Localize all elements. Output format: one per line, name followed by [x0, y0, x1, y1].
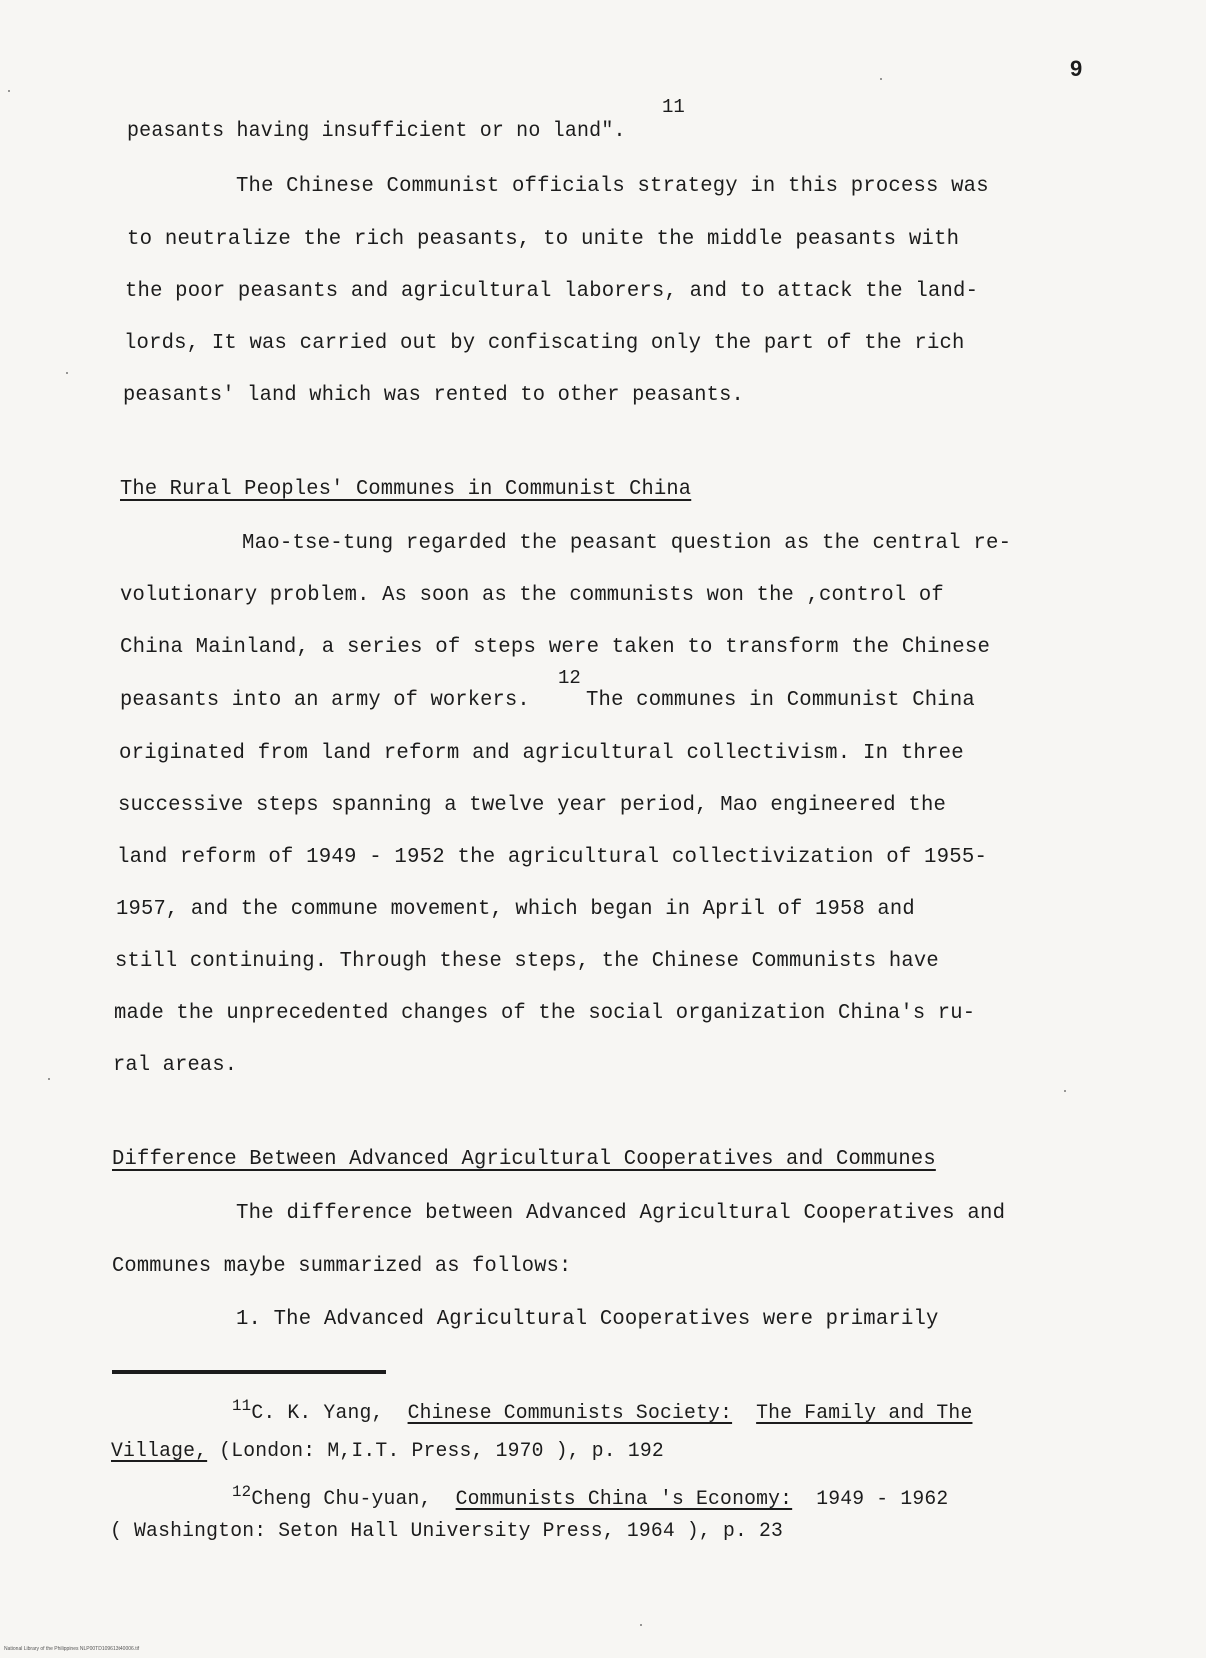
section-heading: Difference Between Advanced Agricultural Cooperatives and Communes	[112, 1148, 936, 1171]
footnote-publisher: (London: M,I.T. Press, 1970 ), p. 192	[207, 1440, 664, 1463]
footnote-author: C. K. Yang,	[251, 1402, 384, 1425]
text-line: the poor peasants and agricultural laborers, and to attack the land-	[125, 280, 979, 303]
text-line: made the unprecedented changes of the social organization China's ru-	[114, 1002, 976, 1025]
text-line: lords, It was carried out by confiscating only the part of the rich	[124, 332, 965, 355]
text-line: peasants' land which was rented to other peasants.	[123, 384, 744, 407]
text-line: peasants into an army of workers.	[120, 689, 530, 712]
text-line: Communes maybe summarized as follows:	[112, 1255, 572, 1278]
footnote-separator	[112, 1370, 386, 1374]
text-line: originated from land reform and agricultural collectivism. In three	[119, 742, 964, 765]
footnote-author: Cheng Chu-yuan,	[251, 1488, 432, 1511]
footnote-number: 12	[232, 1483, 252, 1501]
text-line: to neutralize the rich peasants, to unite the middle peasants with	[127, 228, 960, 251]
footnote-title-continued: Village,	[111, 1440, 208, 1463]
scan-speck	[880, 78, 882, 80]
footnote-reference: 12	[558, 667, 581, 689]
text-line: The difference between Advanced Agricultural Cooperatives and	[236, 1202, 1006, 1225]
footnote-12	[232, 1483, 948, 1511]
footnote-subtitle: The Family and The	[756, 1402, 973, 1425]
scan-speck	[1064, 1090, 1066, 1092]
scan-speck	[640, 1624, 642, 1626]
scan-speck	[66, 372, 68, 374]
text-line: The communes in Communist China	[586, 689, 975, 712]
text-line: Mao-tse-tung regarded the peasant question as the central re-	[242, 532, 1012, 555]
text-line: China Mainland, a series of steps were taken to transform the Chinese	[120, 636, 991, 659]
text-line: volutionary problem. As soon as the communists won the ,control of	[120, 584, 944, 607]
text-line: land reform of 1949 - 1952 the agricultural collectivization of 1955-	[117, 846, 988, 869]
page-number: 9	[1070, 56, 1083, 81]
scan-speck	[48, 1078, 50, 1080]
section-heading: The Rural Peoples' Communes in Communist China	[120, 478, 692, 501]
footnote-reference: 11	[662, 96, 685, 118]
footnote-number: 11	[232, 1397, 252, 1415]
text-line: successive steps spanning a twelve year period, Mao engineered the	[118, 794, 947, 817]
text-line: The Chinese Communist officials strategy in this process was	[236, 175, 989, 198]
footnote-years: 1949 - 1962	[816, 1488, 949, 1511]
text-line: 1957, and the commune movement, which began in April of 1958 and	[116, 898, 915, 921]
text-line: ral areas.	[113, 1054, 238, 1077]
footnote-11-continued	[111, 1440, 664, 1463]
text-line: peasants having insufficient or no land".	[127, 120, 626, 143]
footnote-title: Chinese Communists Society:	[407, 1402, 733, 1425]
footnote-title: Communists China 's Economy:	[455, 1488, 793, 1511]
scan-footer: National Library of the Philippines NLP00TD109613t40006.tif	[4, 1646, 140, 1652]
text-line: 1. The Advanced Agricultural Cooperatives were primarily	[236, 1308, 939, 1331]
footnote-12-continued: ( Washington: Seton Hall University Press, 1964 ), p. 23	[110, 1520, 784, 1543]
text-line: still continuing. Through these steps, the Chinese Communists have	[115, 950, 939, 973]
footnote-11	[232, 1397, 972, 1425]
scan-speck	[8, 90, 10, 92]
